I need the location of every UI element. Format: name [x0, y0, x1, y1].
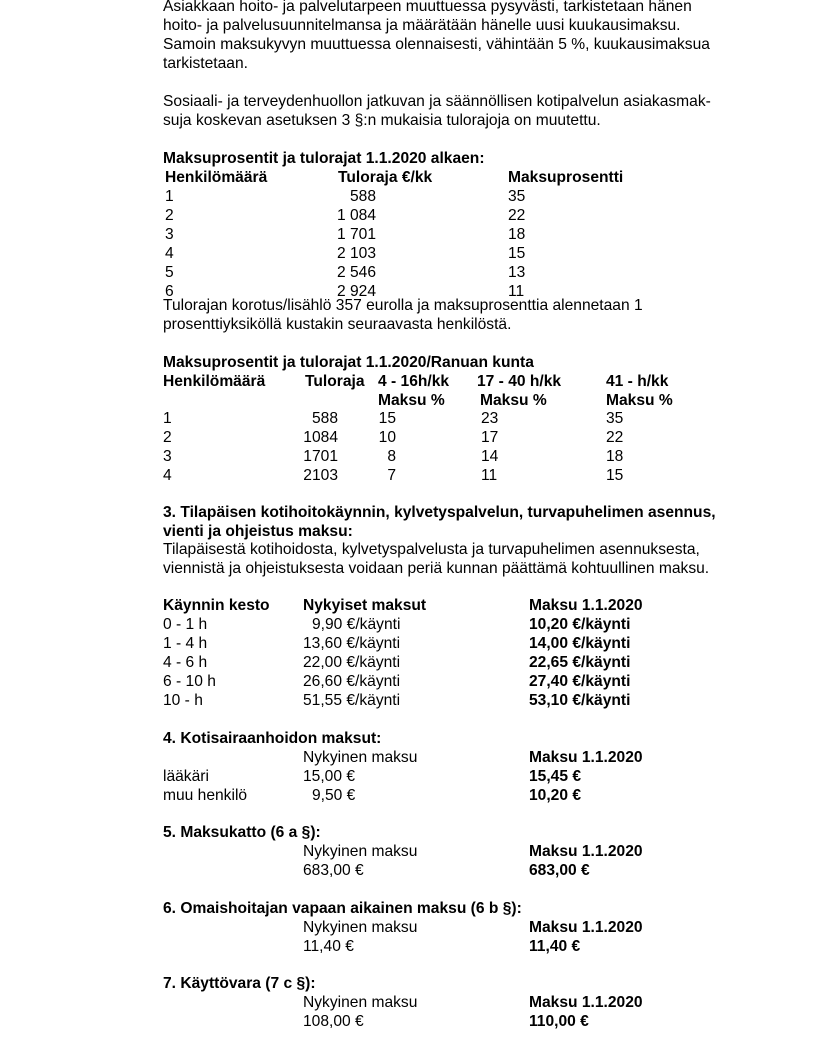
cell-income: 588 [311, 410, 338, 427]
cell-current-fee: 26,60 €/käynti [303, 673, 401, 690]
cell-percent-mid: 11 [481, 467, 498, 484]
column-header: Maksu 1.1.2020 [529, 749, 643, 766]
column-subheader: Maksu % [378, 392, 445, 409]
section-title: vienti ja ohjeistus maksu: [163, 523, 353, 540]
table-note: prosenttiyksiköllä kustakin seuraavasta henkilöstä. [163, 316, 512, 333]
cell-duration: 1 - 4 h [163, 635, 208, 652]
cell-persons: 5 [165, 264, 174, 281]
cell-income: 588 [349, 188, 376, 205]
cell-new-fee: 27,40 €/käynti [529, 673, 631, 690]
cell-current-fee: 9,90 €/käynti [312, 616, 401, 633]
cell-percent: 22 [508, 207, 526, 224]
column-header: Maksu 1.1.2020 [529, 919, 643, 936]
section-title: 3. Tilapäisen kotihoitokäynnin, kylvetyspalvelun, turvapuhelimen asennus, [163, 504, 716, 521]
regulation-line: suja koskevan asetuksen 3 §:n mukaisia tulorajoja on muutettu. [163, 112, 601, 129]
cell-new-fee: 10,20 €/käynti [529, 616, 631, 633]
section-title: 6. Omaishoitajan vapaan aikainen maksu (6 b §): [163, 900, 522, 917]
column-header: 41 - h/kk [606, 373, 669, 390]
cell-percent: 13 [508, 264, 526, 281]
cell-current-fee: 51,55 €/käynti [303, 692, 401, 709]
cell-income: 1084 [303, 429, 338, 446]
cell-income: 2 103 [336, 245, 376, 262]
cell-provider: muu henkilö [163, 787, 248, 804]
new-fee: 110,00 € [529, 1013, 589, 1030]
cell-percent-high: 22 [606, 429, 624, 446]
column-header: Nykyinen maksu [303, 919, 418, 936]
cell-income: 2 924 [336, 283, 376, 300]
cell-income: 2 546 [336, 264, 376, 281]
cell-percent: 35 [508, 188, 526, 205]
column-subheader: Maksu % [606, 392, 673, 409]
cell-persons: 2 [165, 207, 174, 224]
cell-current-fee: 22,00 €/käynti [303, 654, 401, 671]
cell-persons: 2 [163, 429, 172, 446]
cell-percent: 11 [508, 283, 525, 300]
column-header: Nykyiset maksut [303, 597, 427, 614]
intro-line: Asiakkaan hoito- ja palvelutarpeen muuttuessa pysyvästi, tarkistetaan hänen [163, 0, 692, 15]
current-fee: 108,00 € [303, 1013, 364, 1030]
table-note: Tulorajan korotus/lisählö 357 eurolla ja maksuprosenttia alennetaan 1 [163, 297, 643, 314]
column-header: Nykyinen maksu [303, 843, 418, 860]
column-header: 17 - 40 h/kk [477, 373, 562, 390]
regulation-line: Sosiaali- ja terveydenhuollon jatkuvan ja säännöllisen kotipalvelun asiakasmak- [163, 93, 711, 110]
section-text: viennistä ja ohjeistuksesta voidaan periä kunnan päättämä kohtuullinen maksu. [163, 560, 710, 577]
cell-income: 2103 [303, 467, 338, 484]
column-header: Nykyinen maksu [303, 749, 418, 766]
cell-percent-low: 15 [378, 410, 396, 427]
cell-percent-high: 15 [606, 467, 624, 484]
cell-percent: 18 [508, 226, 526, 243]
column-header: Käynnin kesto [163, 597, 270, 614]
column-header: Maksu 1.1.2020 [529, 994, 643, 1011]
column-header: Henkilömäärä [165, 169, 268, 186]
cell-persons: 1 [165, 188, 174, 205]
cell-new-fee: 15,45 € [529, 768, 582, 785]
cell-percent-low: 10 [378, 429, 396, 446]
section-text: Tilapäisestä kotihoidosta, kylvetyspalvelusta ja turvapuhelimen asennuksesta, [163, 541, 700, 558]
column-header: Nykyinen maksu [303, 994, 418, 1011]
cell-persons: 6 [165, 283, 174, 300]
cell-income: 1 701 [336, 226, 376, 243]
cell-persons: 3 [163, 448, 172, 465]
cell-duration: 0 - 1 h [163, 616, 208, 633]
cell-income: 1701 [303, 448, 338, 465]
new-fee: 11,40 € [529, 938, 581, 955]
cell-duration: 4 - 6 h [163, 654, 208, 671]
cell-percent-mid: 14 [481, 448, 499, 465]
new-fee: 683,00 € [529, 862, 590, 879]
cell-percent-low: 7 [387, 467, 396, 484]
cell-persons: 4 [165, 245, 174, 262]
cell-persons: 1 [163, 410, 172, 427]
column-header: Henkilömäärä [163, 373, 266, 390]
column-header: Maksu 1.1.2020 [529, 843, 643, 860]
cell-percent-mid: 17 [481, 429, 499, 446]
cell-new-fee: 53,10 €/käynti [529, 692, 631, 709]
column-header: Maksuprosentti [508, 169, 624, 186]
cell-current-fee: 9,50 € [312, 787, 356, 804]
cell-provider: lääkäri [163, 768, 209, 785]
column-header: Tuloraja [305, 373, 365, 390]
section-title: 5. Maksukatto (6 a §): [163, 824, 321, 841]
table-title: Maksuprosentit ja tulorajat 1.1.2020 alkaen: [163, 150, 485, 167]
cell-percent-high: 35 [606, 410, 624, 427]
cell-new-fee: 10,20 € [529, 787, 582, 804]
cell-current-fee: 15,00 € [303, 768, 356, 785]
table-title: Maksuprosentit ja tulorajat 1.1.2020/Ranuan kunta [163, 354, 534, 371]
column-header: Maksu 1.1.2020 [529, 597, 643, 614]
column-header: 4 - 16h/kk [378, 373, 450, 390]
intro-line: tarkistetaan. [163, 55, 248, 72]
cell-percent-low: 8 [387, 448, 396, 465]
cell-duration: 10 - h [163, 692, 203, 709]
section-title: 4. Kotisairaanhoidon maksut: [163, 730, 382, 747]
intro-line: Samoin maksukyvyn muuttuessa olennaisesti, vähintään 5 %, kuukausimaksua [163, 36, 710, 53]
cell-current-fee: 13,60 €/käynti [303, 635, 401, 652]
current-fee: 11,40 € [303, 938, 354, 955]
column-header: Tuloraja €/kk [338, 169, 433, 186]
cell-percent: 15 [508, 245, 526, 262]
cell-percent-mid: 23 [481, 410, 499, 427]
intro-line: hoito- ja palvelusuunnitelmansa ja määrätään hänelle uusi kuukausimaksu. [163, 17, 681, 34]
cell-income: 1 084 [336, 207, 376, 224]
cell-duration: 6 - 10 h [163, 673, 216, 690]
cell-new-fee: 22,65 €/käynti [529, 654, 631, 671]
current-fee: 683,00 € [303, 862, 364, 879]
cell-persons: 4 [163, 467, 172, 484]
cell-new-fee: 14,00 €/käynti [529, 635, 631, 652]
cell-persons: 3 [165, 226, 174, 243]
column-subheader: Maksu % [480, 392, 547, 409]
section-title: 7. Käyttövara (7 c §): [163, 975, 316, 992]
cell-percent-high: 18 [606, 448, 624, 465]
